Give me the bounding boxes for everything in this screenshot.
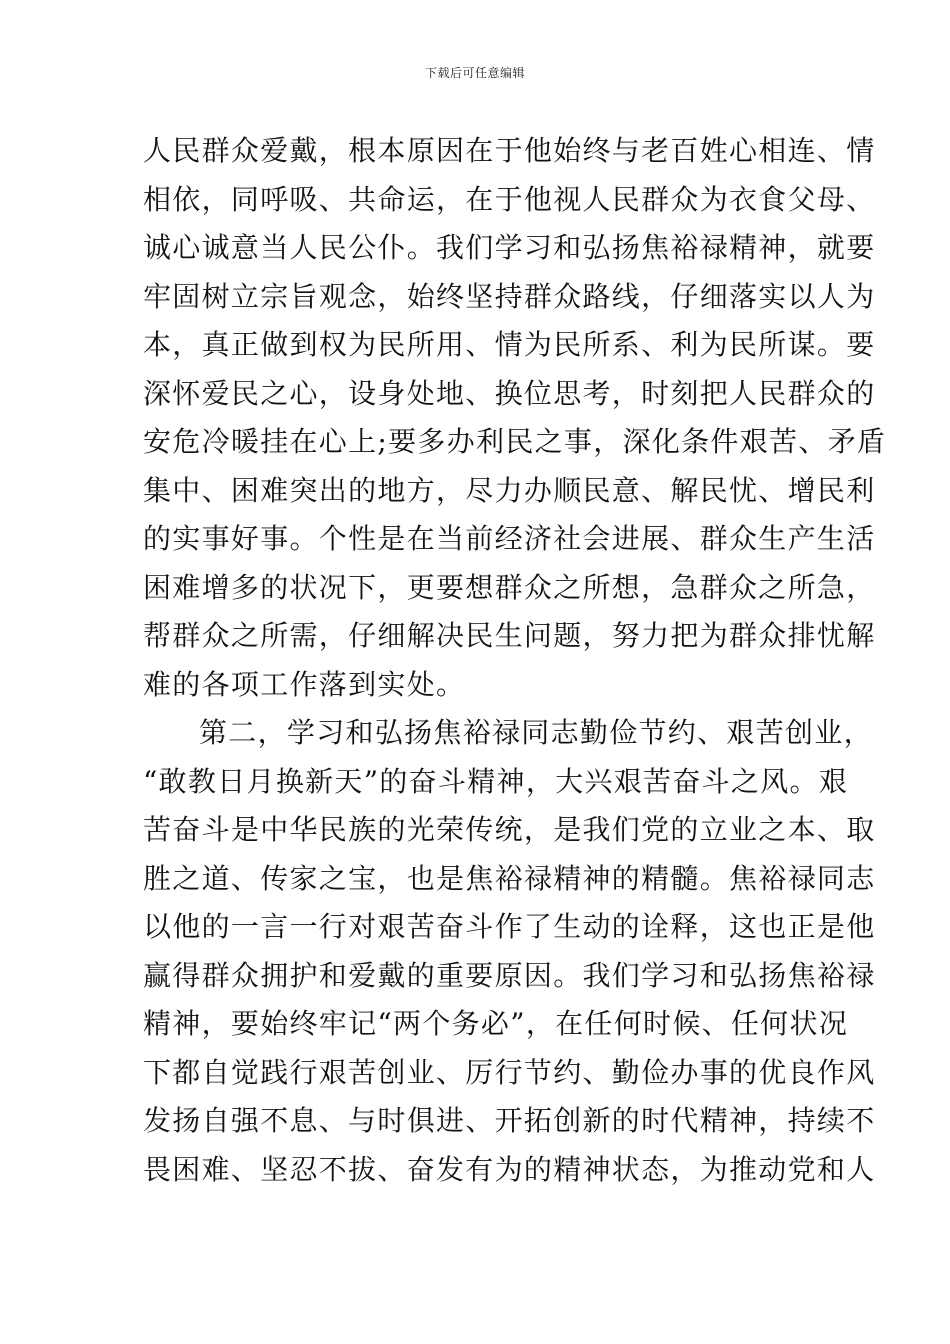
text-line: 下都自觉践行艰苦创业、厉行节约、勤俭办事的优良作风 (143, 1055, 876, 1089)
text-line: 诚心诚意当人民公仆。我们学习和弘扬焦裕禄精神，就要 (143, 231, 876, 264)
text-line: 赢得群众拥护和爱戴的重要原因。我们学习和弘扬焦裕禄 (143, 958, 876, 992)
text-line: 难的各项工作落到实处。 (143, 667, 466, 701)
text-line: “敢教日月换新天”的奋斗精神，大兴艰苦奋斗之风。艰 (143, 764, 849, 798)
page-header: 下载后可任意编辑 (424, 66, 525, 80)
text-line: 相依，同呼吸、共命运，在于他视人民群众为衣食父母、 (143, 182, 876, 216)
text-line: 以他的一言一行对艰苦奋斗作了生动的诠释，这也正是他 (143, 910, 876, 943)
text-line: 发扬自强不息、与时俱进、开拓创新的时代精神，持续不 (143, 1104, 876, 1137)
body-text (143, 127, 887, 1194)
text-line: 牢固树立宗旨观念，始终坚持群众路线，仔细落实以人为 (143, 279, 876, 313)
text-line: 精神，要始终牢记“两个务必”，在任何时候、任何状况 (143, 1007, 849, 1040)
text-line: 本，真正做到权为民所用、情为民所系、利为民所谋。要 (143, 328, 876, 361)
text-line: 困难增多的状况下，更要想群众之所想，急群众之所急， (143, 570, 876, 604)
text-line: 苦奋斗是中华民族的光荣传统，是我们党的立业之本、取 (143, 813, 876, 846)
text-line: 深怀爱民之心，设身处地、换位思考，时刻把人民群众的 (143, 376, 876, 410)
paragraph-start-line: 第二，学习和弘扬焦裕禄同志勤俭节约、艰苦创业， (199, 716, 873, 749)
text-line: 安危冷暖挂在心上;要多办利民之事，深化条件艰苦、矛盾 (143, 425, 887, 458)
text-line: 胜之道、传家之宝，也是焦裕禄精神的精髓。焦裕禄同志 (143, 861, 876, 895)
text-line: 畏困难、坚忍不拔、奋发有为的精神状态，为推动党和人 (143, 1152, 876, 1186)
text-line: 集中、困难突出的地方，尽力办顺民意、解民忧、增民利 (143, 473, 876, 507)
text-line: 帮群众之所需，仔细解决民生问题，努力把为群众排忧解 (143, 619, 876, 652)
text-line: 的实事好事。个性是在当前经济社会进展、群众生产生活 (143, 522, 876, 555)
text-line: 人民群众爱戴，根本原因在于他始终与老百姓心相连、情 (143, 134, 876, 167)
